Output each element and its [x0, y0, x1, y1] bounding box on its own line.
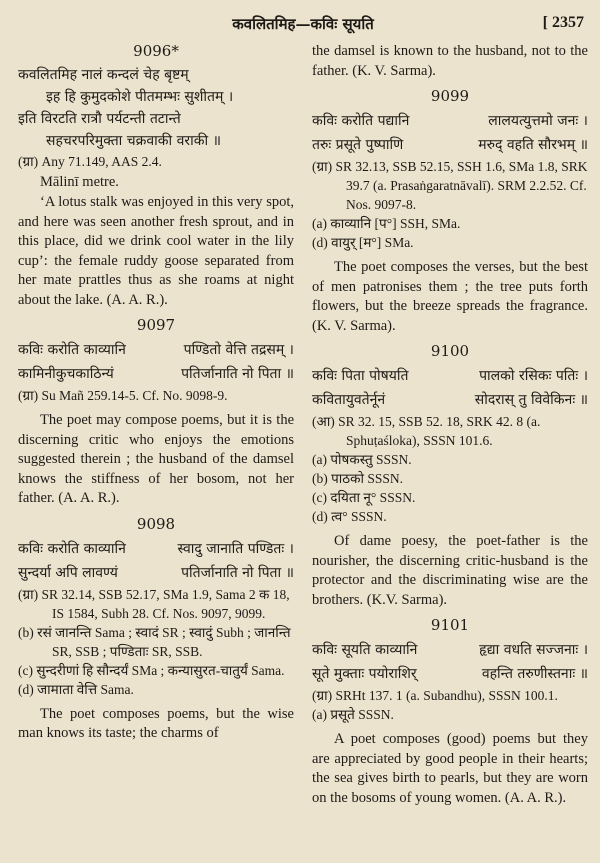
verse-line	[312, 388, 588, 412]
hemistich: सूते मुक्ताः पयोराशिर्	[312, 666, 417, 682]
verse-line: इह हि कुमुदकोशे पीतमम्भः सुशीतम् ।	[46, 89, 234, 105]
verse-number: 9098	[136, 514, 176, 533]
hemistich: लालयत्युत्तमो जनः ।	[488, 113, 588, 129]
verse-number: 9101	[430, 616, 470, 634]
running-title: कवलितमिह—कविः सूयति	[232, 15, 374, 33]
source-reference: (आ) SR 32. 15, SSB 52. 18, SRK 42. 8 (a. Sphuṭaśloka), SSSN 101.6.	[312, 414, 541, 448]
hemistich: तरुः प्रसूते पुष्पाणि	[312, 137, 404, 153]
metre-note: Mālinī metre.	[40, 174, 119, 190]
verse-number: 9100	[430, 342, 470, 360]
translation: ‘A lotus stalk was enjoyed in this very spot, and here was seen another fresh sprout, and in this place, did we drink cool water in the lily cup’: the female ruddy goose separated from her mate prattles thus as she roams at night about the lake. (A. A. R.).	[18, 194, 294, 308]
hemistich: मरुद् वहति सौरभम् ॥	[478, 137, 588, 153]
verse-number: 9097	[136, 316, 176, 334]
verse-number: 9096*	[133, 42, 179, 60]
variant-reading: (d) त्व° SSSN.	[312, 509, 387, 524]
hemistich: पतिर्जानाति नो पिता ॥	[181, 564, 294, 581]
hemistich: स्वादु जानाति पण्डितः ।	[177, 540, 294, 557]
hemistich: पण्डितो वेत्ति तद्रसम् ।	[183, 342, 294, 358]
source-reference: (ग्रा) Su Mañ 259.14-5. Cf. No. 9098-9.	[18, 388, 228, 403]
hemistich: कविः करोति पद्यानि	[312, 113, 410, 129]
verse-line	[312, 364, 588, 388]
hemistich: कविः पिता पोषयति	[312, 368, 409, 384]
verse-line: कवलितमिह नालं कन्दलं चेह बृष्टम्	[18, 67, 189, 83]
source-reference: (ग्रा) Any 71.149, AAS 2.4.	[18, 154, 162, 169]
variant-reading: (d) जामाता वेत्ति Sama.	[18, 681, 134, 697]
translation: Of dame poesy, the poet-father is the nourisher, the discerning critic-husband is the protector and the discriminating wise are the brothers. (K.V. Sarma).	[312, 533, 588, 608]
hemistich: कविः करोति काव्यानि	[18, 540, 126, 557]
variant-reading: (b) पाठको SSSN.	[312, 471, 404, 486]
verse-line: इति विरटति रात्रौ पर्यटन्ती तटान्ते	[18, 111, 181, 127]
hemistich: पतिर्जानाति नो पिता ॥	[181, 366, 294, 382]
hemistich: कवितायुवतेर्नूनं	[312, 392, 386, 408]
verse-line	[312, 109, 588, 133]
verse-line: सहचरपरिमुक्ता चक्रवाकी वराकी ॥	[46, 133, 221, 149]
source-reference: (ग्रा) SR 32.14, SSB 52.17, SMa 1.9, Sama 2 क 18, IS 1584, Subh 28. Cf. Nos. 9097, 9099.	[18, 586, 290, 621]
translation: The poet composes the verses, but the best of men patronises them ; the tree puts forth flowers, but the breeze spreads the fragrance. (K. V. Sarma).	[312, 259, 588, 334]
hemistich: पालको रसिकः पतिः ।	[479, 368, 588, 384]
variant-reading: (a) पोषकस्तु SSSN.	[312, 452, 412, 467]
variant-reading: (d) वायुर् [म°] SMa.	[312, 235, 414, 250]
verse-line	[18, 362, 294, 386]
translation: The poet may compose poems, but it is the discerning critic who enjoys the emotions suggested therein ; the husband of the damsel knows the stiffness of her bosom, not her father. (A. A. R.).	[18, 412, 294, 506]
variant-reading: (c) सुन्दरीणां हि सौन्दर्यं SMa ; कन्यासुरत-चातुर्यं Sama.	[18, 662, 285, 678]
hemistich: हृद्या वधति सज्जनाः ।	[479, 642, 588, 658]
running-header	[18, 6, 588, 36]
verse-line	[312, 638, 588, 662]
verse-line	[312, 662, 588, 686]
hemistich: सोदरास् तु विवेकिनः ॥	[474, 392, 588, 408]
verse-line	[18, 537, 294, 561]
source-reference: (ग्रा) SRHt 137. 1 (a. Subandhu), SSSN 100.1.	[312, 688, 558, 703]
verse-line	[312, 133, 588, 157]
variant-reading: (a) काव्यानि [प°] SSH, SMa.	[312, 216, 461, 231]
verse-line	[18, 338, 294, 362]
hemistich: कविः सूयति काव्यानि	[312, 642, 418, 658]
translation: The poet composes poems, but the wise man knows its taste; the charms of	[18, 705, 294, 741]
hemistich: वहन्ति तरुणीस्तनाः ॥	[481, 666, 588, 682]
variant-reading: (c) दयिता नू° SSSN.	[312, 490, 416, 505]
verse-line	[18, 561, 294, 585]
translation: A poet composes (good) poems but they are appreciated by good people in their hearts; the sea gives birth to pearls, but they are worn on the bosoms of young women. (A. A. R.).	[312, 731, 588, 806]
hemistich: सुन्दर्या अपि लावण्यं	[18, 564, 118, 581]
hemistich: कविः करोति काव्यानि	[18, 342, 126, 358]
translation-continued: the damsel is known to the husband, not to the father. (K. V. Sarma).	[312, 43, 588, 79]
left-column	[18, 36, 294, 808]
source-reference: (ग्रा) SR 32.13, SSB 52.15, SSH 1.6, SMa 1.8, SRK 39.7 (a. Prasaṅgaratnāvalī). SRM 2.2.52. Cf. Nos. 9097-8.	[312, 159, 588, 212]
hemistich: कामिनीकुचकाठिन्यं	[18, 366, 114, 382]
page-number: [ 2357	[542, 14, 584, 31]
verse-number: 9099	[430, 87, 470, 105]
variant-reading: (a) प्रसूते SSSN.	[312, 707, 394, 722]
variant-reading: (b) रसं जानन्ति Sama ; स्वादं SR ; स्वादुं Subh ; जानन्ति SR, SSB ; पण्डिताः SR, SSB.	[18, 624, 291, 659]
right-column	[312, 36, 588, 808]
